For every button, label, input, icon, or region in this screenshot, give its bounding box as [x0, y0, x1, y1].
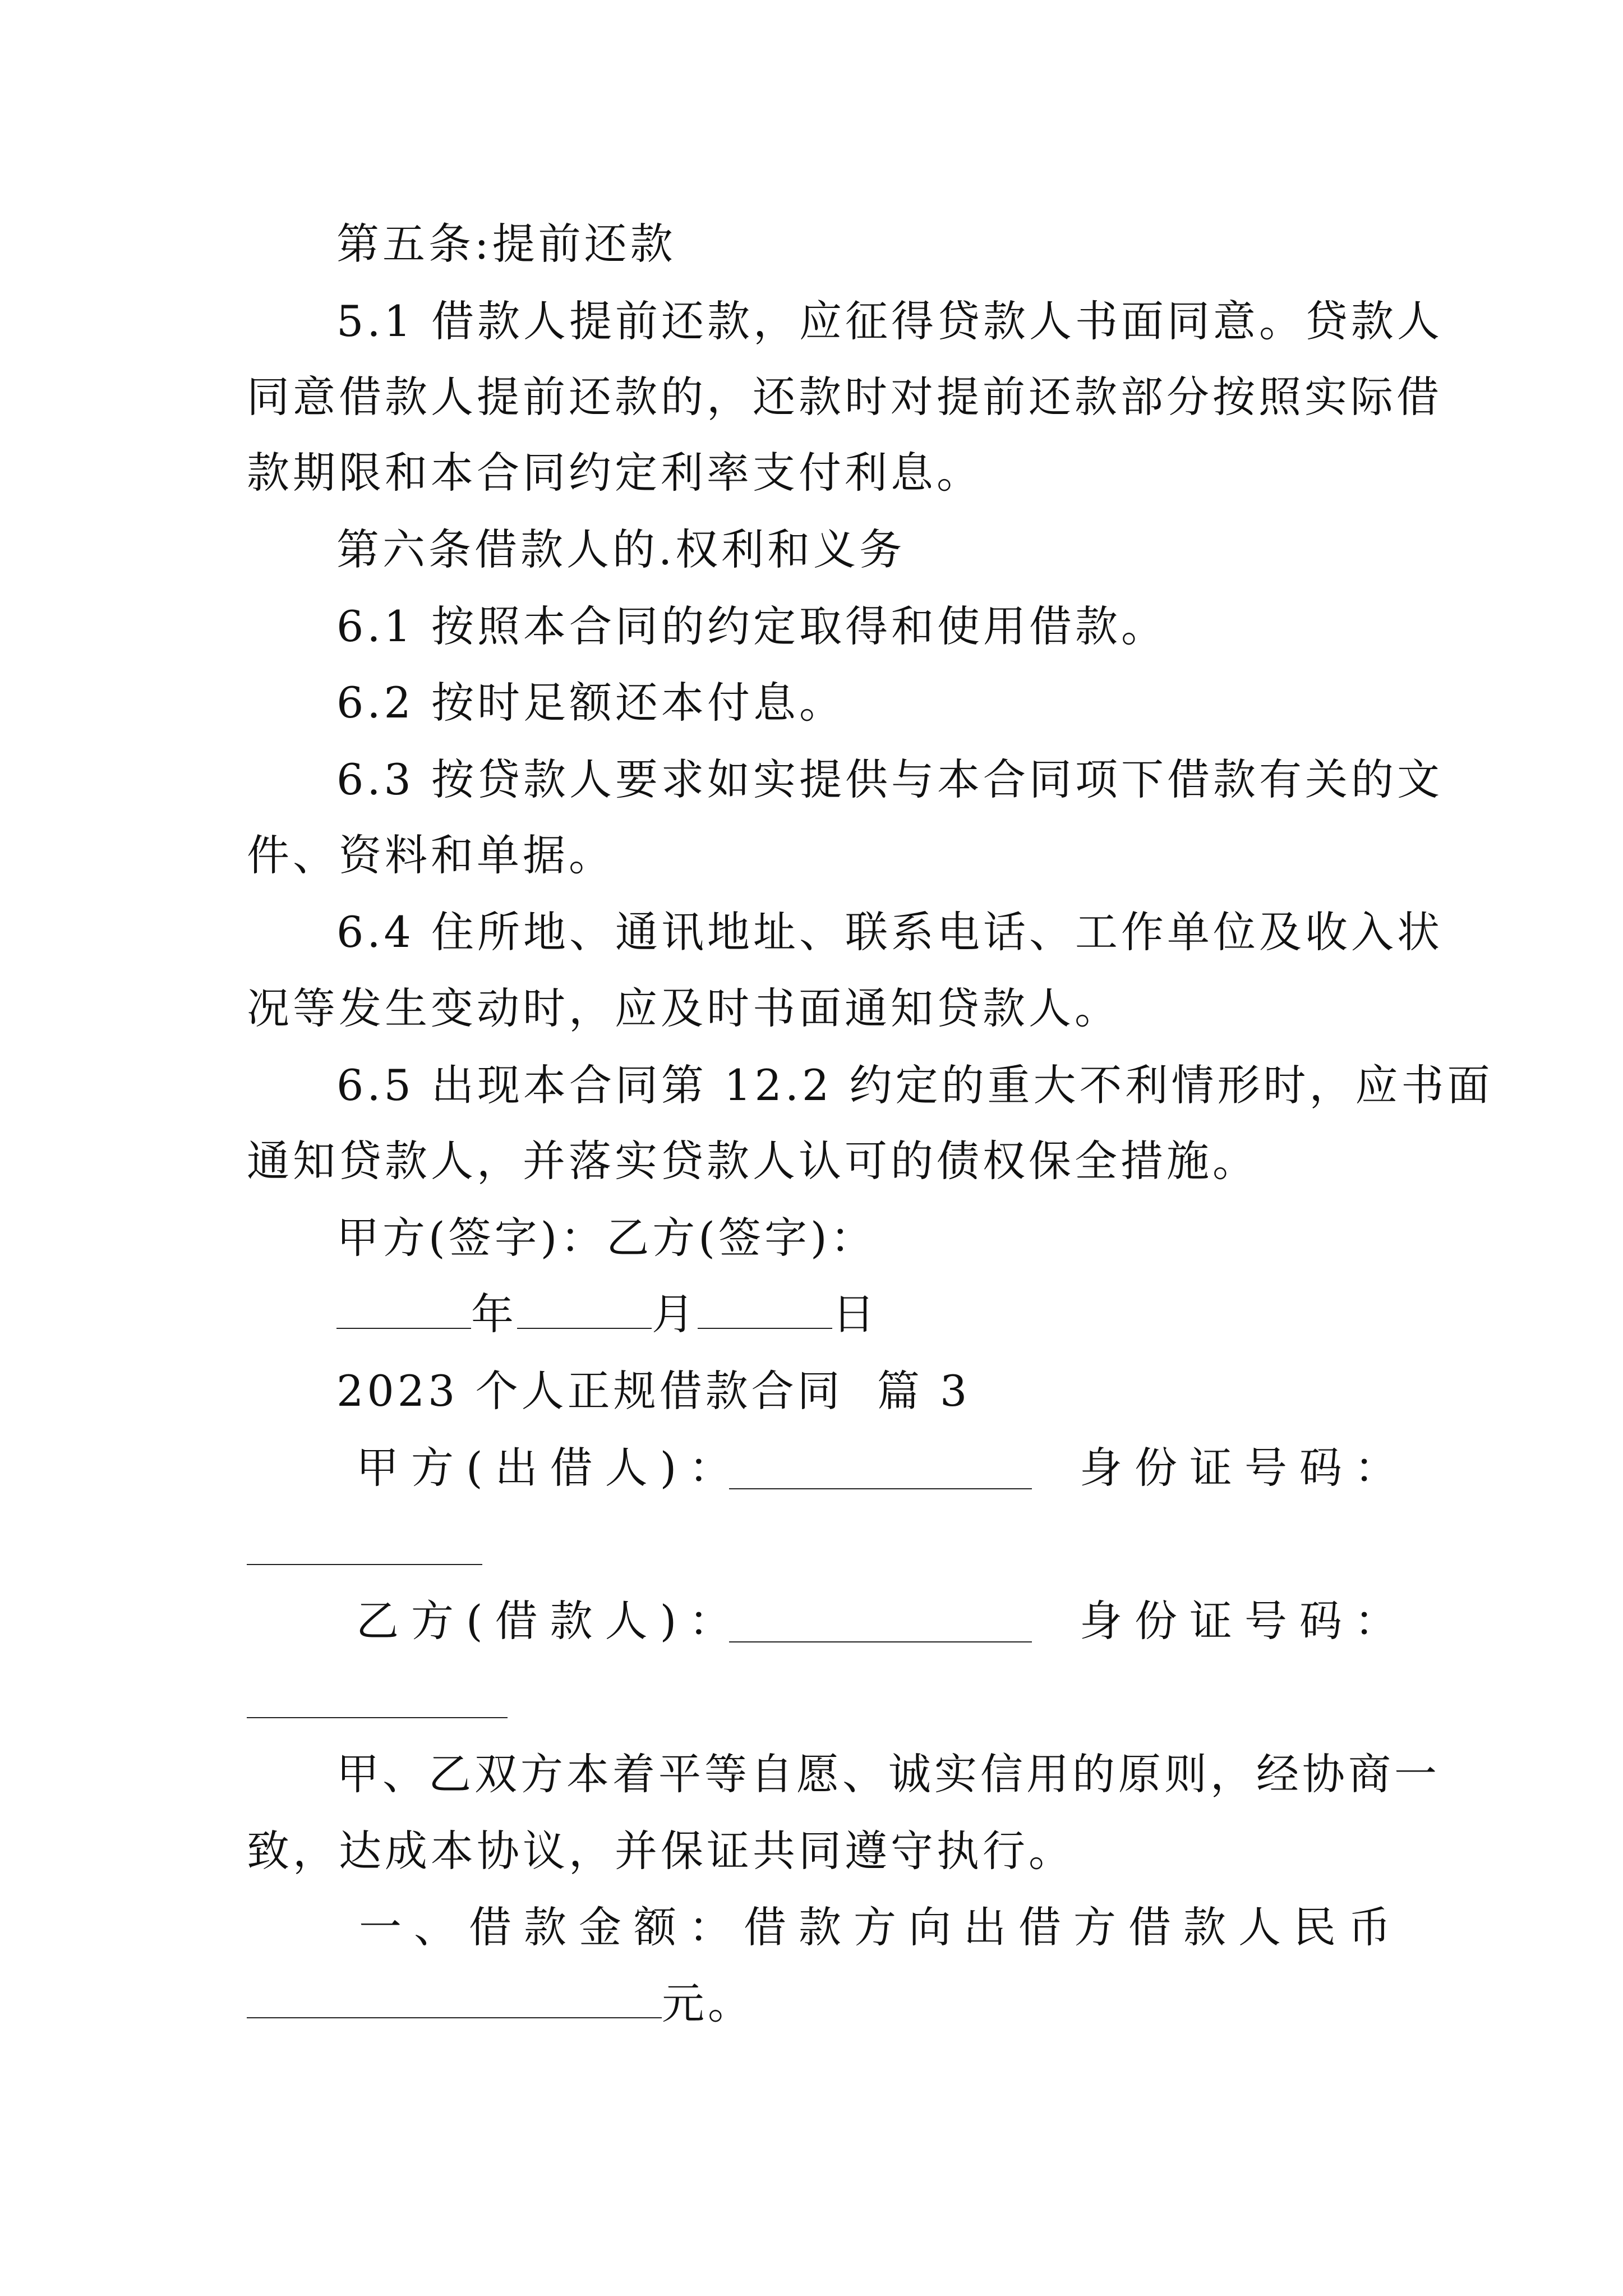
amount-blank	[247, 1982, 662, 2018]
paragraph-6-4-line-1: 6.4 住所地、通讯地址、联系电话、工作单位及收入状	[336, 907, 1444, 957]
date-line	[336, 1286, 1385, 1342]
day-blank	[698, 1293, 832, 1329]
party-a-id-blank	[247, 1564, 482, 1565]
intro-line-1: 甲、乙双方本着平等自愿、诚实信用的原则，经协商一	[336, 1749, 1440, 1799]
paragraph-5-1-line-2: 同意借款人提前还款的，还款时对提前还款部分按照实际借	[247, 372, 1442, 422]
paragraph-5-1-line-3: 款期限和本合同约定利率支付利息。	[247, 448, 983, 498]
party-b-label: 乙方(借款人)：	[356, 1596, 744, 1646]
year-blank	[336, 1293, 471, 1329]
month-label: 月	[652, 1289, 698, 1339]
day-label: 日	[832, 1289, 878, 1339]
section-heading: 2023 个人正规借款合同 篇 3	[336, 1366, 971, 1416]
party-a-label: 甲方(出借人)：	[356, 1443, 744, 1493]
party-b-id-blank	[247, 1717, 508, 1718]
paragraph-6-5-line-1: 6.5 出现本合同第 12.2 约定的重大不利情形时，应书面	[336, 1060, 1493, 1110]
clause-1-line-2	[247, 1976, 1385, 2032]
paragraph-6-3-line-2: 件、资料和单据。	[247, 830, 615, 880]
paragraph-6-3-line-1: 6.3 按贷款人要求如实提供与本合同项下借款有关的文	[336, 754, 1444, 804]
clause-1-line-1: 一、借款金额：借款方向出借方借款人民币	[359, 1902, 1403, 1952]
month-blank	[517, 1293, 652, 1329]
signature-line: 甲方(签字)：乙方(签字)：	[336, 1213, 877, 1263]
year-label: 年	[471, 1289, 517, 1339]
party-b-name-blank	[729, 1641, 1032, 1642]
paragraph-6-4-line-2: 况等发生变动时，应及时书面通知贷款人。	[247, 983, 1121, 1033]
paragraph-6-5-line-2: 通知贷款人，并落实贷款人认可的债权保全措施。	[247, 1136, 1258, 1186]
party-a-name-blank	[729, 1488, 1032, 1489]
party-a-id-label: 身份证号码：	[1080, 1443, 1409, 1493]
article-5-title: 第五条:提前还款	[336, 219, 676, 269]
paragraph-6-1: 6.1 按照本合同的约定取得和使用借款。	[336, 601, 1168, 651]
party-b-id-label: 身份证号码：	[1080, 1596, 1409, 1646]
amount-unit: 元。	[662, 1978, 754, 2028]
article-6-title: 第六条借款人的.权利和义务	[336, 524, 906, 574]
paragraph-5-1-line-1: 5.1 借款人提前还款，应征得贷款人书面同意。贷款人	[336, 296, 1444, 346]
intro-line-2: 致，达成本协议，并保证共同遵守执行。	[247, 1826, 1075, 1876]
paragraph-6-2: 6.2 按时足额还本付息。	[336, 678, 846, 728]
